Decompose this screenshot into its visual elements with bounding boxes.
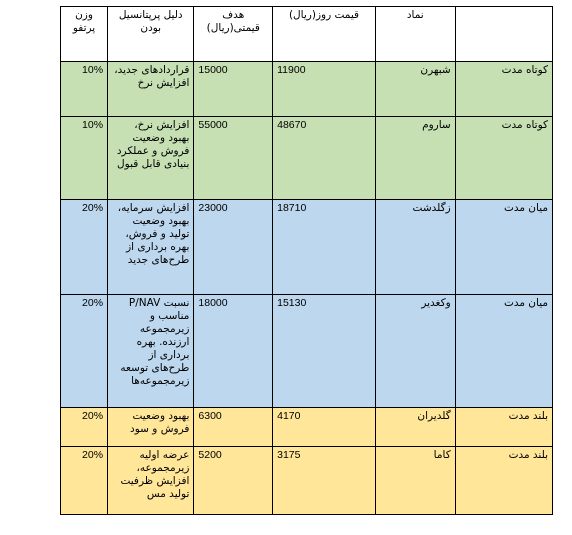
table-row: [61, 62, 553, 117]
cell-weight: [61, 295, 108, 408]
header-target: هدف قیمتی(ریال): [194, 7, 273, 62]
cell-target: 55000: [194, 117, 273, 200]
cell-price: 4170: [273, 408, 376, 447]
weight-value: 20%: [82, 449, 104, 461]
cell-symbol: ساروم: [375, 117, 455, 200]
cell-weight: [61, 408, 108, 447]
cell-weight: [61, 117, 108, 200]
cell-reason: قراردادهای جدید، افزایش نرخ: [108, 62, 194, 117]
header-price: قیمت روز(ریال): [273, 7, 376, 62]
cell-target: 15000: [194, 62, 273, 117]
cell-target: 23000: [194, 200, 273, 295]
cell-symbol: گلدیران: [375, 408, 455, 447]
table-row: [61, 117, 553, 200]
portfolio-table: [60, 6, 553, 515]
cell-horizon: میان مدت: [455, 200, 552, 295]
weight-value: 10%: [82, 64, 104, 76]
cell-price: 15130: [273, 295, 376, 408]
cell-weight: [61, 62, 108, 117]
cell-reason: افزایش سرمایه، بهبود وضعیت تولید و فروش، بهره برداری از طرح‌های جدید: [108, 200, 194, 295]
cell-reason: افزایش نرخ، بهبود وضعیت فروش و عملکرد بنیادی قابل قبول: [108, 117, 194, 200]
cell-target: 5200: [194, 447, 273, 515]
cell-horizon: میان مدت: [455, 295, 552, 408]
cell-price: 48670: [273, 117, 376, 200]
cell-price: 18710: [273, 200, 376, 295]
cell-horizon: بلند مدت: [455, 408, 552, 447]
header-symbol: نماد: [375, 7, 455, 62]
cell-reason: عرضه اولیه زیرمجموعه، افزایش ظرفیت تولید مس: [108, 447, 194, 515]
cell-horizon: کوتاه مدت: [455, 62, 552, 117]
cell-price: 11900: [273, 62, 376, 117]
cell-symbol: کاما: [375, 447, 455, 515]
header-reason: دلیل پرپتانسیل بودن: [108, 7, 194, 62]
header-weight: وزن پرتفو: [61, 7, 108, 62]
weight-value: 20%: [82, 202, 104, 214]
cell-weight: [61, 200, 108, 295]
header-horizon: [455, 7, 552, 62]
table-row: [61, 447, 553, 515]
cell-horizon: بلند مدت: [455, 447, 552, 515]
table-row: [61, 200, 553, 295]
table-row: [61, 295, 553, 408]
cell-symbol: وکغدیر: [375, 295, 455, 408]
table-header-row: [61, 7, 553, 62]
cell-reason: نسبت P/NAV مناسب و زیرمجموعه ارزنده. بهره برداری از طرح‌های توسعه زیرمجموعه‌ها: [108, 295, 194, 408]
weight-value: 10%: [82, 119, 104, 131]
weight-value: 20%: [82, 410, 104, 422]
cell-price: 3175: [273, 447, 376, 515]
cell-target: 6300: [194, 408, 273, 447]
cell-reason: بهبود وضعیت فروش و سود: [108, 408, 194, 447]
cell-symbol: زگلدشت: [375, 200, 455, 295]
cell-weight: [61, 447, 108, 515]
cell-symbol: شبهرن: [375, 62, 455, 117]
table-row: [61, 408, 553, 447]
weight-value: 20%: [82, 297, 104, 309]
cell-horizon: کوتاه مدت: [455, 117, 552, 200]
cell-target: 18000: [194, 295, 273, 408]
